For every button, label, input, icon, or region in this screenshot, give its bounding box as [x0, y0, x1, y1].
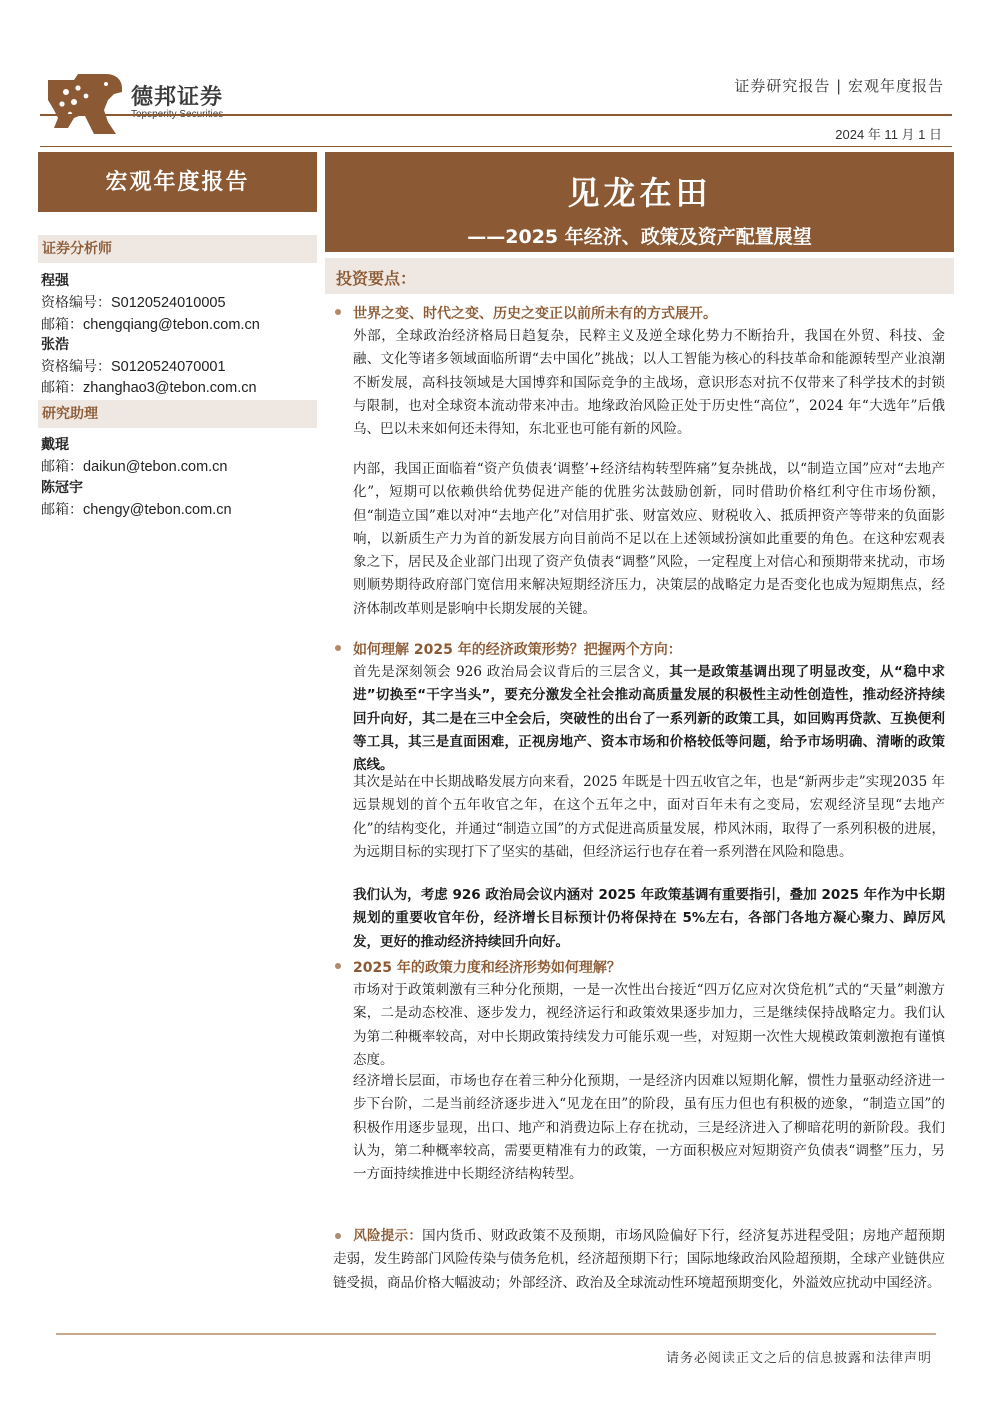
assistant-name: 陈冠宇: [41, 480, 83, 496]
bullet-text: 如何理解 2025 年的经济政策形势？把握两个方向：: [353, 642, 682, 658]
report-date: 2024 年 11 月 1 日: [835, 127, 942, 142]
cert-number: S0120524070001: [111, 359, 226, 375]
analyst-email: [41, 314, 260, 334]
tebon-logo-icon: [44, 70, 124, 138]
analyst-cert: [41, 356, 226, 376]
risk-warning: [333, 1225, 945, 1295]
bullet-dot-icon: [335, 963, 341, 969]
bullet-text: 2025 年的政策力度和经济形势如何理解？: [353, 960, 621, 976]
analyst-name: 张浩: [41, 337, 69, 353]
paragraph-internal: 内部，我国正面临着“资产负债表‘调整’+经济结构转型阵痛”复杂挑战，以“制造立国”应对“去地产化”，短期可以依赖供给优势促进产能的优胜劣汰鼓励创新，同时借助价格红利守住市场份额，但“制造立国”难以对冲“去地产化”对信用扩张、财富效应、财税收入、抵质押资产等带来的负面影响，以新质生产力为首的新发展方向目前尚不足以在上述领域扮演如此重要的角色。在这种宏观表象之下，居民及企业部门出现了资产负债表“调整”风险，一定程度上对信心和预期带来扰动，市场则顺势期待政府部门宽信用来解决短期经济压力，决策层的战略定力是否变化也成为短期焦点，经济体制改革则是影响中长期发展的关键。: [353, 461, 945, 617]
email-label: 邮箱：: [41, 317, 83, 333]
report-type-label: 证券研究报告 | 宏观年度报告: [734, 77, 944, 95]
email-address[interactable]: daikun@tebon.com.cn: [83, 459, 228, 475]
assistant-email: [41, 499, 232, 519]
cert-number: S0120524010005: [111, 295, 226, 311]
assistant-email: [41, 456, 228, 476]
header-divider: [40, 114, 952, 116]
assistant-name: 戴琨: [41, 437, 69, 453]
key-points-header: [325, 258, 954, 294]
analyst-name: 程强: [41, 273, 69, 289]
paragraph-bold-text: 我们认为，考虑 926 政治局会议内涵对 2025 年政策基调有重要指引，叠加 2025 年作为中长期规划的重要收官年份，经济增长目标预计仍将保持在 5%左右，各部门各地方凝心聚力、踔厉风发，更好的推动经济持续回升向好。: [353, 887, 945, 950]
title-banner: [325, 152, 954, 252]
paragraph-bold-text: 其一是政策基调出现了明显改变，从“稳中求进”切换至“干字当头”，要充分激发全社会推动高质量发展的积极性主动性创造性，推动经济持续回升向好，其二是在三中全会后，突破性的出台了一系列新的政策工具，如回购再贷款、互换便利等工具，其三是直面困难，正视房地产、资本市场和价格较低等问题，给予市场明确、清晰的政策底线。: [353, 664, 945, 774]
disclaimer-notice: 请务必阅读正文之后的信息披露和法律声明: [665, 1351, 932, 1366]
risk-label: 风险提示：: [353, 1228, 423, 1244]
report-category-banner: 宏观年度报告: [38, 152, 317, 212]
risk-text: 国内货币、财政政策不及预期，市场风险偏好下行，经济复苏进程受阻；房地产超预期走弱，发生跨部门风险传染与债务危机，经济超预期下行；国际地缘政治风险超预期，全球产业链供应链受损，商品价格大幅波动；外部经济、政治及全球流动性环境超预期变化，外溢效应扰动中国经济。: [333, 1228, 946, 1291]
footer-divider: [56, 1333, 936, 1335]
paragraph-policy-expectations: 市场对于政策刺激有三种分化预期，一是一次性出台接近“四万亿应对次贷危机”式的“天量”刺激方案，二是动态校准、逐步发力，视经济运行和政策效果逐步加力，三是继续保持战略定力。我们认为第二种概率较高，对中长期政策持续发力可能乐观一些，对短期一次性大规模政策刺激抱有谨慎态度。: [353, 982, 945, 1068]
paragraph-926-meeting: [353, 661, 945, 777]
analyst-cert: [41, 292, 226, 312]
email-address[interactable]: chengy@tebon.com.cn: [83, 502, 232, 518]
assistants-heading: 研究助理: [38, 400, 317, 428]
analysts-heading: 证券分析师: [38, 235, 317, 263]
bullet-text: 世界之变、时代之变、历史之变正以前所未有的方式展开。: [353, 306, 717, 322]
email-address[interactable]: chengqiang@tebon.com.cn: [83, 317, 260, 333]
cert-label: 资格编号：: [41, 359, 111, 375]
bullet-dot-icon: [335, 309, 341, 315]
email-label: 邮箱：: [41, 502, 83, 518]
email-address[interactable]: zhanghao3@tebon.com.cn: [83, 380, 257, 396]
bullet-dot-icon: [335, 1233, 341, 1239]
report-title: 见龙在田: [567, 174, 712, 212]
report-subtitle: ——2025 年经济、政策及资产配置展望: [467, 226, 812, 248]
bullet-dot-icon: [335, 645, 341, 651]
paragraph-conclusion: [353, 884, 945, 954]
analyst-email: [41, 377, 257, 397]
email-label: 邮箱：: [41, 459, 83, 475]
brand-name: 德邦证券: [131, 85, 224, 110]
email-label: 邮箱：: [41, 380, 83, 396]
paragraph-plain-text: 首先是深刻领会 926 政治局会议背后的三层含义，: [353, 664, 670, 680]
paragraph-long-term: 其次是站在中长期战略发展方向来看，2025 年既是十四五收官之年，也是“新两步走”实现2035 年远景规划的首个五年收官之年，在这个五年之中，面对百年未有之变局，宏观经济呈现“去地产化”的结构变化，并通过“制造立国”的方式促进高质量发展，栉风沐雨，取得了一系列积极的进展，为远期目标的实现打下了坚实的基础，但经济运行也存在着一系列潜在风险和隐患。: [353, 774, 945, 860]
paragraph-growth-expectations: 经济增长层面，市场也存在着三种分化预期，一是经济内因难以短期化解，惯性力量驱动经济进一步下台阶，二是当前经济逐步进入“见龙在田”的阶段，虽有压力但也有积极的迹象，“制造立国”的积极作用逐步显现，出口、地产和消费边际上存在扰动，三是经济进入了柳暗花明的新阶段。我们认为，第二种概率较高，需要更精准有力的政策，一方面积极应对短期资产负债表“调整”压力，另一方面持续推进中长期经济结构转型。: [353, 1073, 945, 1183]
paragraph-external: 外部，全球政治经济格局日趋复杂，民粹主义及逆全球化势力不断抬升，我国在外贸、科技、金融、文化等诸多领域面临所谓“去中国化”挑战；以人工智能为核心的科技革命和能源转型产业浪潮不断发展，高科技领域是大国博弈和国际竞争的主战场，意识形态对抗不仅带来了科学技术的封锁与限制，也对全球资本流动带来冲击。地缘政治风险正处于历史性“高位”，2024 年“大选年”后俄乌、巴以未来如何还未得知，东北亚也可能有新的风险。: [353, 328, 945, 438]
header-divider-thin: [40, 146, 952, 147]
key-points-title: 投资要点：: [336, 269, 417, 288]
cert-label: 资格编号：: [41, 295, 111, 311]
